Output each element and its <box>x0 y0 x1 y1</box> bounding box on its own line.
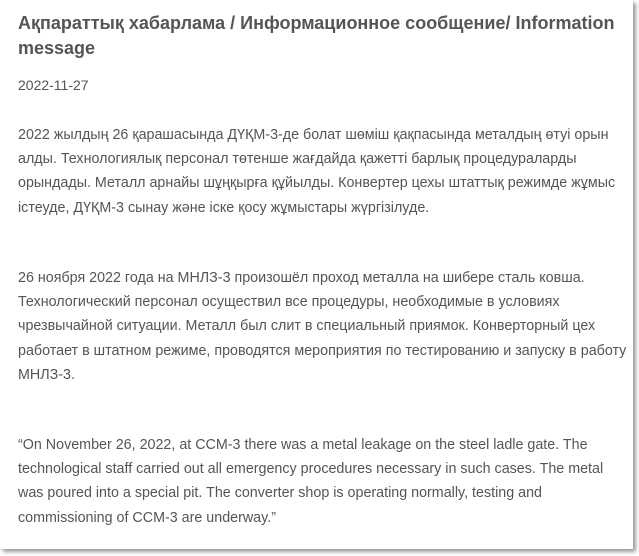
paragraph-russian: 26 ноября 2022 года на МНЛЗ-3 произошёл проход металла на шибере сталь ковша. Технологический персонал осуществил все процедуры, необходимые в условиях чрезвычайной ситуации. Металл был слит в специальный приямок. Конверторный цех работает в штатном режиме, проводятся мероприятия по тестированию и запуску в работу МНЛЗ-3. <box>18 270 627 383</box>
paragraph-english: “On November 26, 2022, at CCM-3 there was a metal leakage on the steel ladle gate. The technological staff carried out all emergency procedures necessary in such cases. The metal was poured into a special pit. The converter shop is operating normally, testing and commissioning of CCM-3 are underway.” <box>18 437 604 526</box>
message-title: Ақпараттық хабарлама / Информационное сообщение/ Information message <box>18 13 615 58</box>
paragraph-kazakh: 2022 жылдың 26 қарашасында ДҮҚМ-3-де болат шөміш қақпасында металдың өтуі орын алды. Технологиялық персонал төтенше жағдайда қажетті барлық процедураларды орындады. Металл арнайы шұңқырға құйылды. Конвертер цехы штаттық режимде жұмыс істеуде, ДҮҚМ-3 сынау және іске қосу жұмыстары жүргізілуде. <box>18 127 616 216</box>
message-content <box>18 11 630 526</box>
message-date: 2022-11-27 <box>18 77 89 93</box>
